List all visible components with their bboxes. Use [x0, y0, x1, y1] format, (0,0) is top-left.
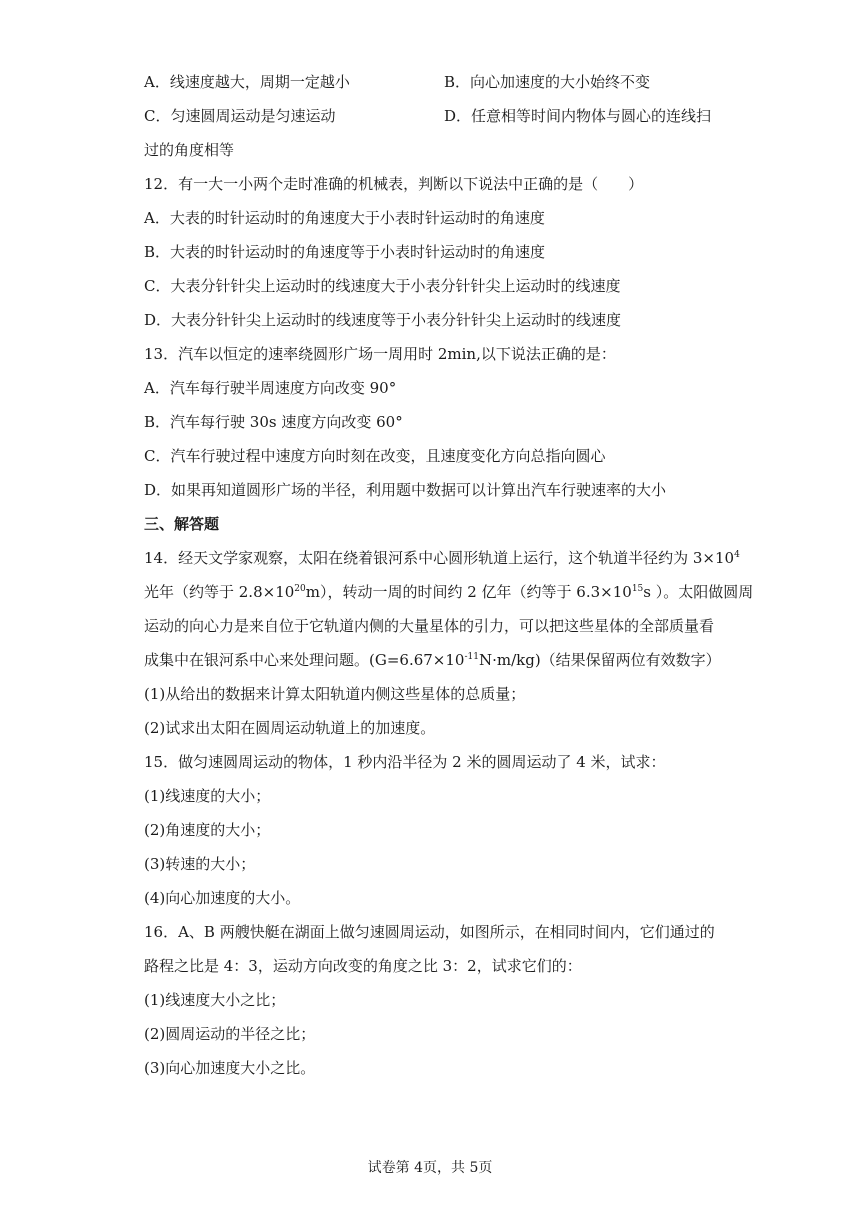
question-14-sub-2: (2)试求出太阳在圆周运动轨道上的加速度。 [144, 719, 436, 737]
question-16-sub-2: (2)圆周运动的半径之比； [144, 1025, 316, 1043]
question-13-option-b: B．汽车每行驶 30s 速度方向改变 60° [144, 413, 403, 431]
question-15-sub-4: (4)向心加速度的大小。 [144, 889, 301, 907]
section-heading: 三、解答题 [144, 515, 220, 533]
question-13-option-c: C．汽车行驶过程中速度方向时刻在改变，且速度变化方向总指向圆心 [144, 447, 606, 465]
question-12-option-c: C．大表分针针尖上运动时的线速度大于小表分针针尖上运动时的线速度 [144, 277, 621, 295]
option-a: A．线速度越大，周期一定越小 [144, 73, 350, 91]
question-13-stem: 13．汽车以恒定的速率绕圆形广场一周用时 2min,以下说法正确的是： [144, 345, 616, 363]
question-16-sub-3: (3)向心加速度大小之比。 [144, 1059, 316, 1077]
question-14-line-1: 14．经天文学家观察，太阳在绕着银河系中心圆形轨道上运行，这个轨道半径约为 $3\times 10^4$ [144, 549, 740, 567]
question-13-option-a: A．汽车每行驶半周速度方向改变 90° [144, 379, 397, 397]
question-14-line-2: 光年（约等于 $2.8\times 10^{20}m$），转动一周的时间约 2 亿年（约等于 $6.3\times 10^{15}s$ ）。太阳做圆周 [144, 583, 754, 601]
question-16-line-1: 16．A、B 两艘快艇在湖面上做匀速圆周运动，如图所示，在相同时间内，它们通过的 [144, 923, 715, 941]
question-12-option-d: D．大表分针针尖上运动时的线速度等于小表分针针尖上运动时的线速度 [144, 311, 622, 329]
question-12-stem: 12．有一大一小两个走时准确的机械表，判断以下说法中正确的是（ ） [144, 175, 644, 193]
question-15-sub-2: (2)角速度的大小； [144, 821, 271, 839]
question-14-line-4: 成集中在银河系中心来处理问题。$(G=6.67\times 10^{-11}N\cdot m/kg)$（结果保留两位有效数字） [144, 651, 721, 669]
question-15-sub-1: (1)线速度的大小； [144, 787, 271, 805]
option-c: C．匀速圆周运动是匀速运动 [144, 107, 336, 125]
question-13-option-d: D．如果再知道圆形广场的半径，利用题中数据可以计算出汽车行驶速率的大小 [144, 481, 667, 499]
question-15-stem: 15．做匀速圆周运动的物体，1 秒内沿半径为 2 米的圆周运动了 4 米，试求： [144, 753, 666, 771]
option-d: D．任意相等时间内物体与圆心的连线扫 [444, 107, 712, 125]
question-14-line-3: 运动的向心力是来自位于它轨道内侧的大量星体的引力，可以把这些星体的全部质量看 [144, 617, 715, 635]
question-12-option-a: A．大表的时针运动时的角速度大于小表时针运动时的角速度 [144, 209, 545, 227]
question-14-sub-1: (1)从给出的数据来计算太阳轨道内侧这些星体的总质量； [144, 685, 526, 703]
page-footer: 试卷第 4页，共 5页 [367, 1160, 493, 1176]
option-d-continued: 过的角度相等 [144, 141, 235, 159]
question-16-sub-1: (1)线速度大小之比； [144, 991, 286, 1009]
question-16-line-2: 路程之比是 4：3，运动方向改变的角度之比 3：2，试求它们的： [144, 957, 582, 975]
option-b: B．向心加速度的大小始终不变 [444, 73, 651, 91]
question-12-option-b: B．大表的时针运动时的角速度等于小表时针运动时的角速度 [144, 243, 546, 261]
question-15-sub-3: (3)转速的大小； [144, 855, 256, 873]
